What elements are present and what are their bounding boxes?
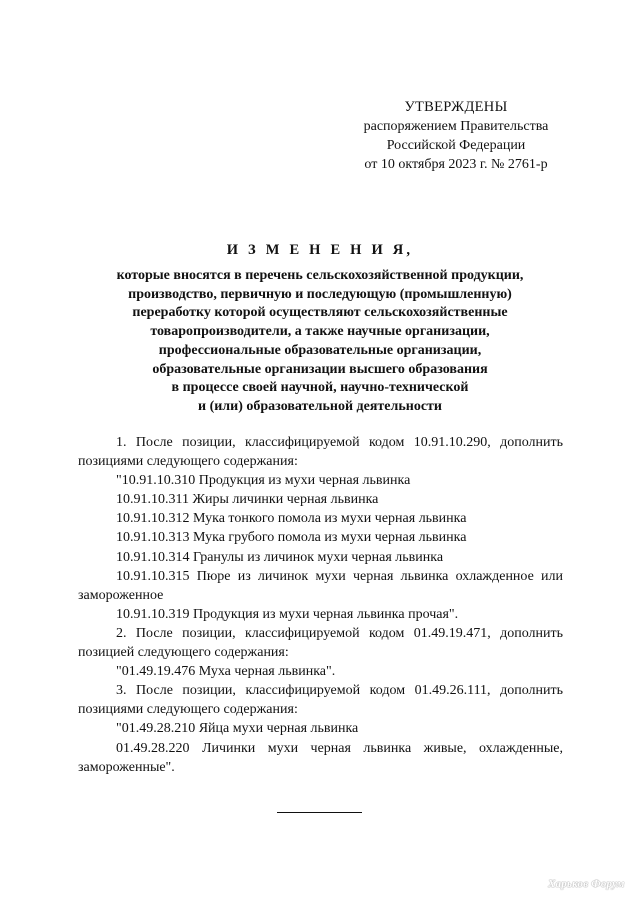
paragraph: "01.49.28.210 Яйца мухи черная львинка <box>116 721 359 737</box>
paragraph: "10.91.10.310 Продукция из мухи черная львинка <box>116 473 411 489</box>
document-subtitle <box>70 267 570 417</box>
subtitle-line: переработку которой осуществляют сельскохозяйственные <box>132 305 508 321</box>
approval-stamp <box>340 98 572 174</box>
paragraph: 10.91.10.311 Жиры личинки черная львинка <box>116 492 379 508</box>
approval-date-line: от 10 октября 2023 г. № 2761-р <box>364 157 548 172</box>
paragraph: 1. После позиции, классифицируемой кодом 10.91.10.290, дополнить позициями следующего содержания: <box>78 435 563 470</box>
approval-heading: УТВЕРЖДЕНЫ <box>404 99 508 115</box>
document-title: И З М Е Н Е Н И Я, <box>226 242 414 258</box>
paragraph: 10.91.10.313 Мука грубого помола из мухи черная львинка <box>116 530 467 546</box>
paragraph: 10.91.10.312 Мука тонкого помола из мухи черная львинка <box>116 511 467 527</box>
paragraph: 3. После позиции, классифицируемой кодом 01.49.26.111, дополнить позициями следующего содержания: <box>78 683 563 718</box>
subtitle-line: профессиональные образовательные организации, <box>158 342 482 358</box>
subtitle-line: в процессе своей научной, научно-технической <box>171 380 469 396</box>
paragraph: "01.49.19.476 Муха черная львинка". <box>116 664 336 680</box>
paragraph: 2. После позиции, классифицируемой кодом 01.49.19.471, дополнить позицией следующего содержания: <box>78 625 563 661</box>
approval-line: распоряжением Правительства <box>363 119 549 134</box>
subtitle-line: которые вносятся в перечень сельскохозяйственной продукции, <box>116 268 524 283</box>
paragraph: 10.91.10.314 Гранулы из личинок мухи черная львинка <box>116 549 444 565</box>
paragraph: 01.49.28.220 Личинки мухи черная львинка живые, охлажденные, замороженные". <box>78 740 563 775</box>
approval-line: Российской Федерации <box>386 138 526 153</box>
subtitle-line: товаропроизводители, а также научные организации, <box>150 324 490 340</box>
paragraph: 10.91.10.319 Продукция из мухи черная львинка прочая". <box>116 606 459 622</box>
watermark: Харьков Форум <box>548 878 625 890</box>
subtitle-line: и (или) образовательной деятельности <box>198 398 442 414</box>
subtitle-line: образовательные организации высшего образования <box>152 361 488 377</box>
document-body <box>78 433 563 777</box>
end-separator <box>277 812 362 813</box>
subtitle-line: производство, первичную и последующую (промышленную) <box>128 286 512 302</box>
paragraph: 10.91.10.315 Пюре из личинок мухи черная львинка охлажденное или замороженное <box>78 568 563 603</box>
